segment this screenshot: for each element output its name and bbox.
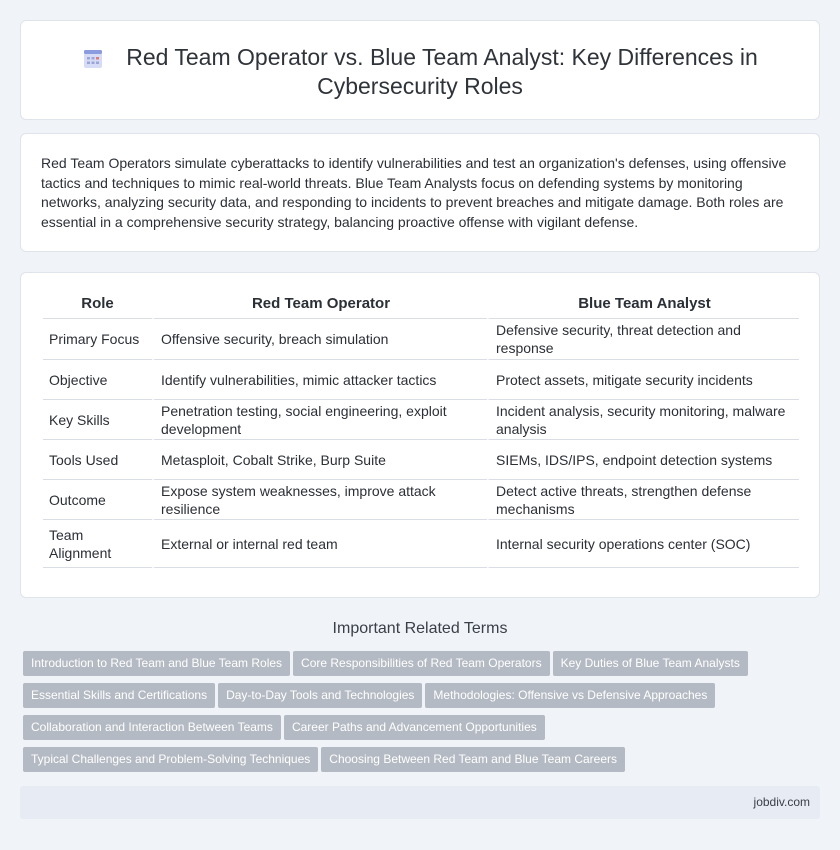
related-term-link[interactable]: Core Responsibilities of Red Team Operators xyxy=(293,651,550,676)
table-row xyxy=(43,480,799,520)
blue-team-cell: Protect assets, mitigate security incidents xyxy=(487,360,799,400)
red-team-cell: Identify vulnerabilities, mimic attacker tactics xyxy=(152,360,487,400)
comparison-table-card xyxy=(20,272,820,598)
intro-card xyxy=(20,133,820,252)
related-term-link[interactable]: Day-to-Day Tools and Technologies xyxy=(218,683,422,708)
comparison-table xyxy=(43,295,799,568)
related-terms-list xyxy=(23,651,823,779)
footer xyxy=(20,786,820,819)
page-title xyxy=(21,43,819,101)
row-label: Team Alignment xyxy=(43,520,152,568)
red-team-cell: Expose system weaknesses, improve attack resilience xyxy=(152,480,487,520)
related-term-link[interactable]: Essential Skills and Certifications xyxy=(23,683,215,708)
related-term-link[interactable]: Collaboration and Interaction Between Teams xyxy=(23,715,281,740)
related-term-link[interactable]: Methodologies: Offensive vs Defensive Approaches xyxy=(425,683,715,708)
row-label: Primary Focus xyxy=(43,319,152,360)
table-row xyxy=(43,520,799,568)
blue-team-cell: Incident analysis, security monitoring, malware analysis xyxy=(487,400,799,440)
blue-team-cell: Internal security operations center (SOC) xyxy=(487,520,799,568)
related-term-link[interactable]: Choosing Between Red Team and Blue Team Careers xyxy=(321,747,625,772)
related-term-link[interactable]: Typical Challenges and Problem-Solving Techniques xyxy=(23,747,318,772)
red-team-cell: External or internal red team xyxy=(152,520,487,568)
header-red-team: Red Team Operator xyxy=(152,295,487,319)
header-role: Role xyxy=(43,295,152,319)
blue-team-cell: Defensive security, threat detection and response xyxy=(487,319,799,360)
blue-team-cell: SIEMs, IDS/IPS, endpoint detection systems xyxy=(487,440,799,480)
red-team-cell: Metasploit, Cobalt Strike, Burp Suite xyxy=(152,440,487,480)
table-row xyxy=(43,440,799,480)
table-header-row xyxy=(43,295,799,319)
intro-paragraph: Red Team Operators simulate cyberattacks to identify vulnerabilities and test an organization's defenses, using offensive tactics and techniques to mimic real-world threats. Blue Team Analysts focus on defending systems by monitoring networks, analyzing security data, and responding to incidents to prevent breaches and mitigate damage. Both roles are essential in a comprehensive security strategy, balancing proactive offense with vigilant defense. xyxy=(41,155,787,230)
related-term-link[interactable]: Introduction to Red Team and Blue Team Roles xyxy=(23,651,290,676)
red-team-cell: Penetration testing, social engineering, exploit development xyxy=(152,400,487,440)
row-label: Outcome xyxy=(43,480,152,520)
row-label: Tools Used xyxy=(43,440,152,480)
title-card xyxy=(20,20,820,120)
related-terms-heading: Important Related Terms xyxy=(332,620,508,637)
table-row xyxy=(43,319,799,360)
title-line-1: Red Team Operator vs. Blue Team Analyst: Key Differences in xyxy=(126,44,758,70)
red-team-cell: Offensive security, breach simulation xyxy=(152,319,487,360)
document-icon xyxy=(82,47,104,69)
related-term-link[interactable]: Key Duties of Blue Team Analysts xyxy=(553,651,748,676)
header-blue-team: Blue Team Analyst xyxy=(487,295,799,319)
table-row xyxy=(43,400,799,440)
table-row xyxy=(43,360,799,400)
row-label: Key Skills xyxy=(43,400,152,440)
site-name[interactable]: jobdiv.com xyxy=(753,795,810,809)
title-line-2: Cybersecurity Roles xyxy=(317,73,523,99)
related-term-link[interactable]: Career Paths and Advancement Opportunities xyxy=(284,715,545,740)
blue-team-cell: Detect active threats, strengthen defense mechanisms xyxy=(487,480,799,520)
row-label: Objective xyxy=(43,360,152,400)
